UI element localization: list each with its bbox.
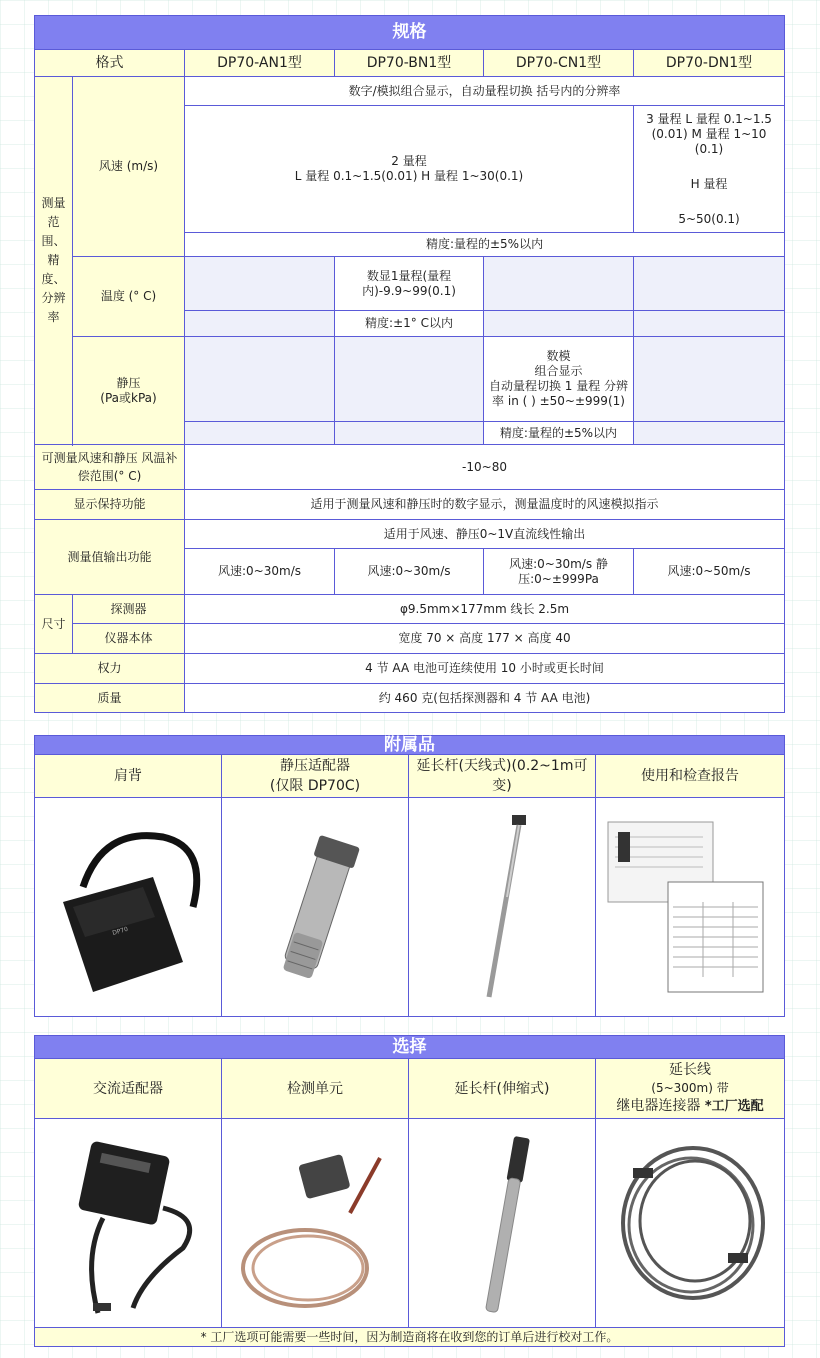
option-label-detection-unit: 检测单元 — [222, 1059, 409, 1119]
option-label-ac-adapter: 交流适配器 — [35, 1059, 222, 1119]
extension-cable-title: 延长线 — [669, 1062, 711, 1078]
pressure-range-a — [185, 337, 335, 422]
detection-unit-photo — [222, 1119, 409, 1328]
pressure-label: 静压 (Pa或kPa) — [73, 337, 185, 445]
static-pressure-adapter-photo — [222, 798, 409, 1017]
pressure-accuracy-a — [185, 422, 335, 445]
temp-range-b: 数显1量程(量程内)-9.9~99(0.1) — [335, 257, 484, 311]
options-table — [34, 1035, 785, 1347]
output-dn1: 风速:0~50m/s — [634, 549, 785, 595]
wind-range-d-bot: 5~50(0.1) — [678, 211, 740, 226]
spec-title: 规格 — [35, 16, 785, 50]
shoulder-bag-photo — [35, 798, 222, 1017]
accessories-table — [34, 735, 785, 1017]
size-label: 尺寸 — [35, 595, 73, 654]
pressure-accuracy-d — [634, 422, 785, 445]
antenna-rod-photo — [409, 798, 596, 1017]
output-bn1: 风速:0~30m/s — [335, 549, 484, 595]
output-label: 测量值输出功能 — [35, 520, 185, 595]
wind-range-d-top: 3 量程 L 量程 0.1~1.5 (0.01) M 量程 1~10 (0.1) — [646, 111, 772, 156]
probe-value: φ9.5mm×177mm 线长 2.5m — [185, 595, 785, 624]
report-documents-photo — [596, 798, 785, 1017]
accessories-title: 附属品 — [35, 736, 785, 755]
power-value: 4 节 AA 电池可连续使用 10 小时或更长时间 — [185, 654, 785, 684]
temp-accuracy: 精度:±1° C以内 — [335, 311, 484, 337]
options-footnote: * 工厂选项可能需要一些时间，因为制造商将在收到您的订单后进行校对工作。 — [35, 1328, 785, 1347]
body-label: 仪器本体 — [73, 624, 185, 654]
ac-adapter-photo — [35, 1119, 222, 1328]
option-label-extension-cable — [596, 1059, 785, 1119]
pressure-range-b — [335, 337, 484, 422]
wind-label: 风速 (m/s) — [73, 77, 185, 257]
range-group-label: 测量范围、精度、分辨率 — [35, 77, 73, 445]
probe-label: 探测器 — [73, 595, 185, 624]
pressure-accuracy: 精度:量程的±5%以内 — [484, 422, 634, 445]
display-hold-label: 显示保持功能 — [35, 490, 185, 520]
temp-label: 温度 (° C) — [73, 257, 185, 337]
telescopic-rod-photo — [409, 1119, 596, 1328]
power-label: 权力 — [35, 654, 185, 684]
mass-label: 质量 — [35, 684, 185, 713]
output-cn1: 风速:0~30m/s 静压:0~±999Pa — [484, 549, 634, 595]
model-cn1: DP70-CN1型 — [484, 50, 634, 77]
accessory-label-bag: 肩背 — [35, 755, 222, 798]
pressure-accuracy-b — [335, 422, 484, 445]
output-an1: 风速:0~30m/s — [185, 549, 335, 595]
wind-accuracy: 精度:量程的±5%以内 — [185, 233, 785, 257]
temp-accuracy-d — [634, 311, 785, 337]
model-dn1: DP70-DN1型 — [634, 50, 785, 77]
temp-range-a — [185, 257, 335, 311]
temp-range-c — [484, 257, 634, 311]
comp-range-value: -10~80 — [185, 445, 785, 490]
temp-accuracy-a — [185, 311, 335, 337]
extension-cable-photo — [596, 1119, 785, 1328]
body-value: 宽度 70 × 高度 177 × 高度 40 — [185, 624, 785, 654]
accessory-label-report: 使用和检查报告 — [596, 755, 785, 798]
extension-cable-connector: 继电器连接器 — [616, 1098, 701, 1114]
options-title: 选择 — [35, 1036, 785, 1059]
accessory-label-rod: 延长杆(天线式)(0.2~1m可变) — [409, 755, 596, 798]
extension-cable-length: (5~300m) 带 — [651, 1081, 729, 1095]
wind-range-d — [634, 106, 785, 233]
accessory-label-adapter: 静压适配器 (仅限 DP70C) — [222, 755, 409, 798]
wind-range-abc: 2 量程 L 量程 0.1~1.5(0.01) H 量程 1~30(0.1) — [185, 106, 634, 233]
format-label: 格式 — [35, 50, 185, 77]
temp-range-d — [634, 257, 785, 311]
wind-range-d-mid: H 量程 — [690, 176, 728, 191]
display-hold-value: 适用于测量风速和静压时的数字显示，测量温度时的风速模拟指示 — [185, 490, 785, 520]
output-desc: 适用于风速、静压0~1V直流线性输出 — [185, 520, 785, 549]
mass-value: 约 460 克(包括探测器和 4 节 AA 电池) — [185, 684, 785, 713]
pressure-range-c: 数模 组合显示 自动量程切换 1 量程 分辨率 in ( ) ±50~±999(1) — [484, 337, 634, 422]
temp-accuracy-c — [484, 311, 634, 337]
spec-table — [34, 15, 785, 713]
factory-option-note: *工厂选配 — [704, 1099, 764, 1114]
comp-range-label: 可测量风速和静压 风温补偿范围(° C) — [35, 445, 185, 490]
model-an1: DP70-AN1型 — [185, 50, 335, 77]
option-label-telescopic-rod: 延长杆(伸缩式) — [409, 1059, 596, 1119]
wind-display-desc: 数字/模拟组合显示，自动量程切换 括号内的分辨率 — [185, 77, 785, 106]
pressure-range-d — [634, 337, 785, 422]
svg-text:DP70: DP70 — [111, 925, 129, 937]
model-bn1: DP70-BN1型 — [335, 50, 484, 77]
